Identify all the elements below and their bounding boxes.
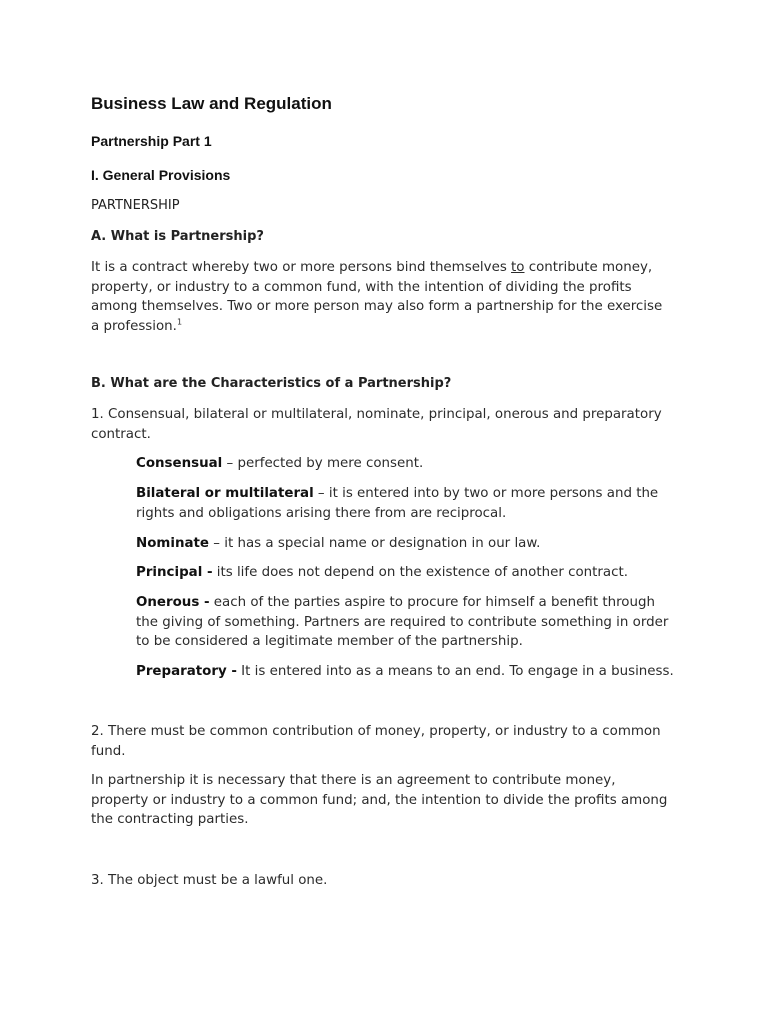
characteristic-preparatory: Preparatory - It is entered into as a means to an end. To engage in a business. [136, 664, 674, 679]
section-heading: I. General Provisions [91, 167, 231, 183]
characteristic-principal: Principal - its life does not depend on the existence of another contract. [136, 565, 628, 580]
characteristic-consensual: Consensual – perfected by mere consent. [136, 456, 424, 471]
characteristic-term: Nominate [136, 536, 210, 551]
characteristic-term: Bilateral or multilateral [136, 486, 314, 501]
footnote-marker: 1 [176, 317, 183, 327]
question-a-heading: A. What is Partnership? [91, 229, 264, 244]
point-2: 2. There must be common contribution of money, property, or industry to a common fund. [91, 724, 661, 759]
question-b-heading: B. What are the Characteristics of a Partnership? [91, 376, 452, 391]
point-3: 3. The object must be a lawful one. [91, 873, 328, 888]
definition-line-4: a profession.$^1$ [91, 317, 183, 334]
underlined-word: to [511, 260, 525, 275]
characteristic-onerous: Onerous - each of the parties aspire to procure for himself a benefit through the giving of something. Partners are required to contribute something in order to be considered a legitimate member of the partnership. [136, 595, 669, 649]
definition-line-2: property, or industry to a common fund, with the intention of dividing the profits [91, 279, 632, 295]
characteristic-term: Preparatory - [136, 664, 237, 679]
characteristic-bilateral: Bilateral or multilateral – it is entered into by two or more persons and the rights and obligations arising there from are reciprocal. [136, 486, 659, 521]
document-subtitle: Partnership Part 1 [91, 133, 212, 149]
document-title: Business Law and Regulation [91, 94, 332, 113]
definition-line-1: It is a contract whereby two or more persons bind themselves to contribute money, [91, 260, 653, 275]
partnership-definition [91, 258, 691, 336]
definition-line-3: among themselves. Two or more person may also form a partnership for the exercise [91, 299, 663, 314]
characteristic-term: Consensual [136, 456, 223, 471]
characteristic-term: Principal - [136, 565, 213, 580]
characteristic-nominate: Nominate – it has a special name or designation in our law. [136, 536, 541, 551]
topic-heading: PARTNERSHIP [91, 198, 180, 213]
point-1: 1. Consensual, bilateral or multilateral, nominate, principal, onerous and preparatory contract. [91, 407, 662, 442]
point-2-explanation: In partnership it is necessary that there is an agreement to contribute money, property or industry to a common fund; and, the intention to divide the profits among the contracting parties. [91, 773, 668, 827]
characteristic-term: Onerous - [136, 595, 210, 610]
